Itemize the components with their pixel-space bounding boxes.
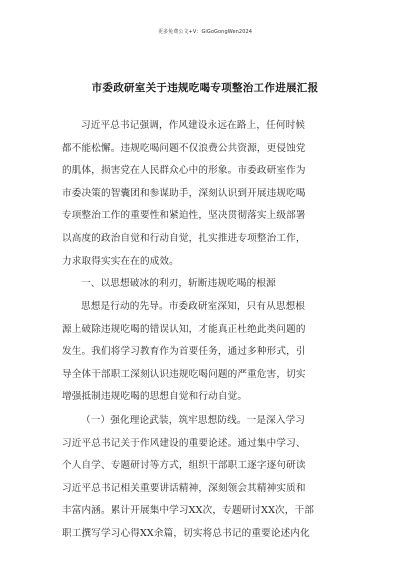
text-line: 力求取得实实在在的成效。 <box>62 255 179 267</box>
section-heading-text: 一、以思想破冰的利刃，斩断违规吃喝的根源 <box>81 278 276 289</box>
text-line: 个人自学、专题研讨等方式，组织干部职工逐字逐句研读 <box>62 460 306 472</box>
text-line: 职工撰写学习心得XX余篇，切实将总书记的重要论述内化 <box>62 527 310 539</box>
text-line: 以高度的政治自觉和行动自觉，扎实推进专项整治工作， <box>62 232 306 244</box>
text-line: 习近平总书记强调，作风建设永远在路上，任何时候 <box>81 120 306 131</box>
text-line: 思想是行动的先导。市委政研室深知，只有从思想根 <box>81 301 306 312</box>
header-note: 更多免费公文+V：GiGoGongWen2024 <box>157 29 253 35</box>
paragraph-subsection <box>62 410 362 546</box>
document-title: 市委政研室关于违规吃喝专项整治工作进展汇报 <box>91 82 319 94</box>
text-line: 源上破除违规吃喝的错误认知，才能真正杜绝此类问题的 <box>62 323 306 335</box>
text-line: 的肌体，损害党在人民群众心中的形象。市委政研室作为 <box>62 165 306 177</box>
text-line: 都不能松懈。违规吃喝问题不仅浪费公共资源，更侵蚀党 <box>62 142 306 154</box>
text-line: 习近平总书记相关重要讲话精神，深刻领会其精神实质和 <box>62 482 306 494</box>
text-line: （一）强化理论武装，筑牢思想防线。一是深入学习 <box>81 415 306 426</box>
paragraph-intro <box>62 115 362 273</box>
text-line: 发生。我们将学习教育作为首要任务，通过多种形式，引 <box>62 346 306 358</box>
text-line: 导全体干部职工深刻认识违规吃喝问题的严重危害，切实 <box>62 368 306 380</box>
text-line: 市委决策的智囊团和参谋助手，深刻认识到开展违规吃喝 <box>62 187 306 199</box>
paragraph-body <box>62 296 362 409</box>
text-line: 专项整治工作的重要性和紧迫性，坚决贯彻落实上级部署 <box>62 210 306 222</box>
text-line: 习近平总书记关于作风建设的重要论述。通过集中学习、 <box>62 437 306 449</box>
text-line: 丰富内涵。累计开展集中学习XX次，专题研讨XX次，干部 <box>62 505 315 517</box>
section-heading <box>62 273 362 296</box>
text-line: 增强抵制违规吃喝的思想自觉和行动自觉。 <box>62 391 248 403</box>
